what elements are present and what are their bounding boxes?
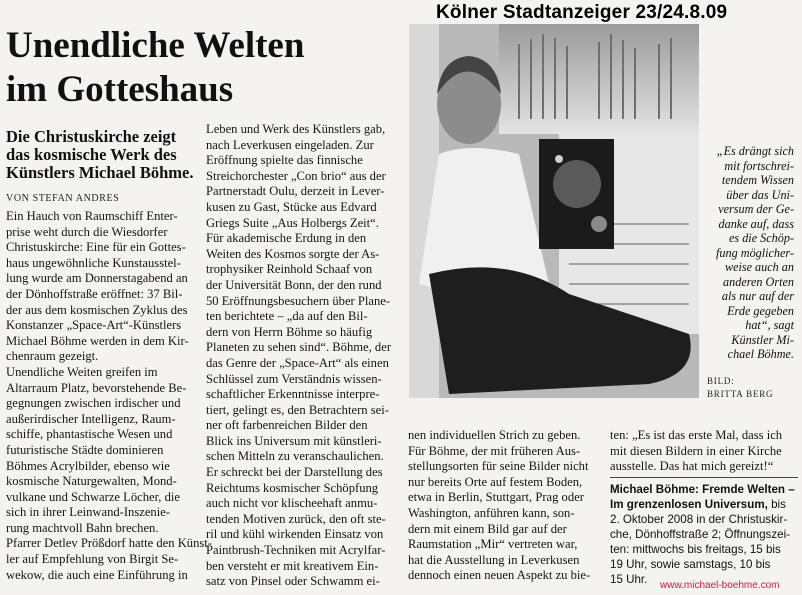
text-line: 2. Oktober 2008 in der Christuskir-	[610, 513, 788, 526]
text-line: Böhmes Acrylbilder, ebenso wie	[6, 458, 170, 473]
text-line: Ein Hauch von Raumschiff Enter-	[6, 209, 178, 223]
text-line: Griegs Suite „Aus Holbergs Zeit“.	[206, 215, 379, 230]
text-line: tenden Motiven zurück, den oft ste-	[206, 511, 386, 526]
text-line: ten: mittwochs bis freitags, 15 bis	[610, 543, 781, 556]
text-line: der Universität Bonn, der den rund	[206, 277, 382, 292]
text-line: ben versteht er mit kreativem Ein-	[206, 558, 379, 573]
text-line: chael Böhme.	[727, 347, 794, 361]
photo-credit-name: BRITTA BERG	[707, 389, 774, 399]
text-line: als nur auf der	[721, 289, 794, 303]
infobox-body	[610, 512, 800, 587]
source-website[interactable]: www.michael-boehme.com	[660, 580, 780, 591]
text-line: kusen zu Gast, Stücke aus Edvard	[206, 199, 377, 214]
article-column-2	[206, 122, 402, 590]
subheadline-line: das kosmische Werk des	[6, 145, 177, 164]
text-line: kosmische Naturgewalten, Mond-	[6, 474, 177, 489]
text-line: vulkane und Schwarze Löcher, die	[6, 489, 180, 504]
text-line: rung machtvoll Bahn brechen.	[6, 520, 159, 535]
text-line: Eröffnung spielte das finnische	[206, 153, 363, 168]
newspaper-name: Kölner Stadtanzeiger 23/24.8.09	[436, 2, 728, 23]
text-line: Für Böhme, der mit früheren Aus-	[408, 443, 581, 458]
text-line: 50 Eröffnungsbesuchern über Plane-	[206, 293, 391, 308]
text-line: Schlüssel zum Verständnis wissen-	[206, 371, 382, 386]
text-line: danke auf, dass	[718, 216, 794, 231]
text-line: Christuskirche: Eine für ein Gottes-	[6, 240, 186, 255]
text-line: satz von Pinsel oder Schwamm ei-	[206, 574, 380, 589]
byline: VON STEFAN ANDRES	[6, 193, 120, 204]
text-line: außerirdischer Intelligenz, Raum-	[6, 411, 176, 426]
text-line: Raumstation „Mir“ vertreten war,	[408, 537, 578, 552]
text-line: dern mit einem Bild gar auf der	[408, 521, 567, 536]
text-line: schen Mitteln zu veranschaulichen.	[206, 449, 384, 464]
text-line: Unendliche Weiten greifen im	[6, 364, 158, 379]
text-line: Partnerstadt Oulu, derzeit in Lever-	[206, 184, 385, 199]
text-line: Für akademische Erdung in den	[206, 231, 367, 246]
article-column-1	[6, 209, 212, 583]
text-line: schiffe, phantastische Wesen und	[6, 427, 173, 442]
text-line: Altarraum Platz, bevorstehende Be-	[6, 380, 187, 395]
text-line: gegnungen zwischen irdischer und	[6, 396, 181, 411]
text-line: ril und kühl wirkenden Einsatz von	[206, 527, 384, 542]
text-line: dennoch einen neuen Aspekt zu bie-	[408, 568, 591, 583]
text-line: lung wurde am Donnerstagabend an	[6, 271, 188, 286]
text-line: Paintbrush-Techniken mit Acrylfar-	[206, 543, 386, 558]
text-line: der Dönhoffstraße eröffnet: 37 Bil-	[6, 286, 183, 301]
text-line: Erde gegeben	[727, 303, 794, 318]
subheadline-line: Die Christuskirche zeigt	[6, 127, 177, 146]
article-column-3	[408, 428, 604, 584]
headline-line: im Gotteshaus	[6, 69, 234, 110]
headline-line: Unendliche Welten	[6, 25, 305, 66]
text-line: Streichorchester „Con brio“ aus der	[206, 168, 386, 183]
text-line: stellungsorten für seine Bilder nicht	[408, 459, 589, 474]
text-line: Künstler Mi-	[731, 332, 794, 347]
text-line: mit diesen Bildern in einer Kirche	[610, 443, 782, 458]
text-line: auch nicht vor klischeehaft anmu-	[206, 496, 378, 511]
article-photo	[409, 24, 699, 398]
infobox-divider	[610, 477, 798, 478]
text-line: ten: „Es ist das erste Mal, dass ich	[610, 428, 783, 442]
text-line: der aus dem kosmischen Zyklus des	[6, 302, 188, 317]
exhibition-infobox	[610, 482, 800, 587]
text-line: nen individuellen Strich zu geben.	[408, 428, 581, 442]
text-line: etwa in Berlin, Stuttgart, Prag oder	[408, 490, 584, 505]
text-line: schaftlicher Erkenntnisse interpre-	[206, 387, 380, 402]
text-line: chenraum gezeigt.	[6, 349, 99, 364]
text-line: ler auf Empfehlung von Birgit Se-	[6, 552, 179, 567]
subheadline	[6, 128, 206, 182]
text-line: dern von Herrn Böhme so häufig	[206, 324, 373, 339]
text-line: prise weht durch die Wiesdorfer	[6, 224, 168, 239]
text-line: tiert, gelingt es, den Betrachtern sei-	[206, 402, 389, 417]
text-line: Planeten zu sehen sind“. Böhme, der	[206, 340, 392, 355]
text-line: versum der Ge-	[718, 202, 794, 216]
text-line: tendem Wissen	[721, 173, 794, 187]
text-line: sich in ihrer Leinwand-Inszenie-	[6, 505, 171, 520]
text-line: das Genre der „Space-Art“ als einen	[206, 355, 389, 370]
text-line: haus ungewöhnliche Kunstausstel-	[6, 255, 181, 270]
text-line: Er schreckt bei der Darstellung des	[206, 465, 383, 480]
text-line: ausstelle. Das hat mich gereizt!“	[610, 459, 774, 474]
text-line: hat die Ausstellung in Leverkusen	[408, 552, 580, 567]
subheadline-line: Künstlers Michael Böhme.	[6, 163, 194, 182]
text-line: hat“, sagt	[745, 318, 794, 332]
text-line: anderen Orten	[723, 274, 794, 289]
headline	[6, 24, 306, 112]
text-line: trophysiker Reinhold Schaaf von	[206, 262, 373, 277]
text-line: futuristische Städte dominieren	[6, 442, 164, 457]
infobox-title: Michael Böhme: Fremde Welten –	[610, 483, 795, 496]
infobox-title	[610, 497, 800, 512]
text-line: che, Dönhoffstraße 2; Öffnungszei-	[610, 528, 791, 541]
text-line: ten berichtete – „da auf den Bil-	[206, 309, 368, 324]
text-line: 15 Uhr.	[610, 573, 648, 586]
text-line: Leben und Werk des Künstlers gab,	[206, 122, 386, 136]
text-line: 19 Uhr, sowie samstags, 10 bis	[610, 558, 771, 571]
text-line: Michael Böhme werden in dem Kir-	[6, 333, 189, 348]
text-line: Reichtums kosmischer Schöpfung	[206, 480, 379, 495]
text-line: Blick ins Universum mit künstleri-	[206, 433, 382, 448]
text-line: nach Leverkusen eingeladen. Zur	[206, 137, 374, 152]
photo-credit	[707, 375, 797, 401]
text-line: Konstanzer „Space-Art“-Künstlers	[6, 318, 182, 333]
text-line: Weiten des Kosmos sorgte der As-	[206, 246, 380, 261]
photo-credit-label: BILD:	[707, 376, 735, 386]
text-line: „Es drängt sich	[716, 144, 794, 158]
text-line: weise auch an	[724, 260, 794, 274]
text-line: nur bereits Orte auf festem Boden,	[408, 474, 583, 489]
text-line: wekow, die auch eine Einführung in	[6, 567, 188, 582]
text-line: über das Uni-	[726, 187, 794, 202]
text-line: ner oft farbenreichen Bilder den	[206, 418, 368, 433]
text-line: Washington, anführen kann, son-	[408, 505, 575, 520]
pull-quote	[700, 144, 794, 362]
text-line: Pfarrer Detlev Prößdorf hatte den Künst-	[6, 536, 212, 551]
artist-photo-illustration	[409, 24, 699, 398]
article-column-4	[610, 428, 800, 475]
infobox-title-tail: bis	[767, 498, 786, 511]
text-line: mit fortschrei-	[724, 158, 794, 173]
infobox-title-text: Im grenzenlosen Universum,	[610, 498, 768, 511]
text-line: es die Schöp-	[729, 231, 794, 245]
text-line: fung möglicher-	[716, 245, 794, 260]
